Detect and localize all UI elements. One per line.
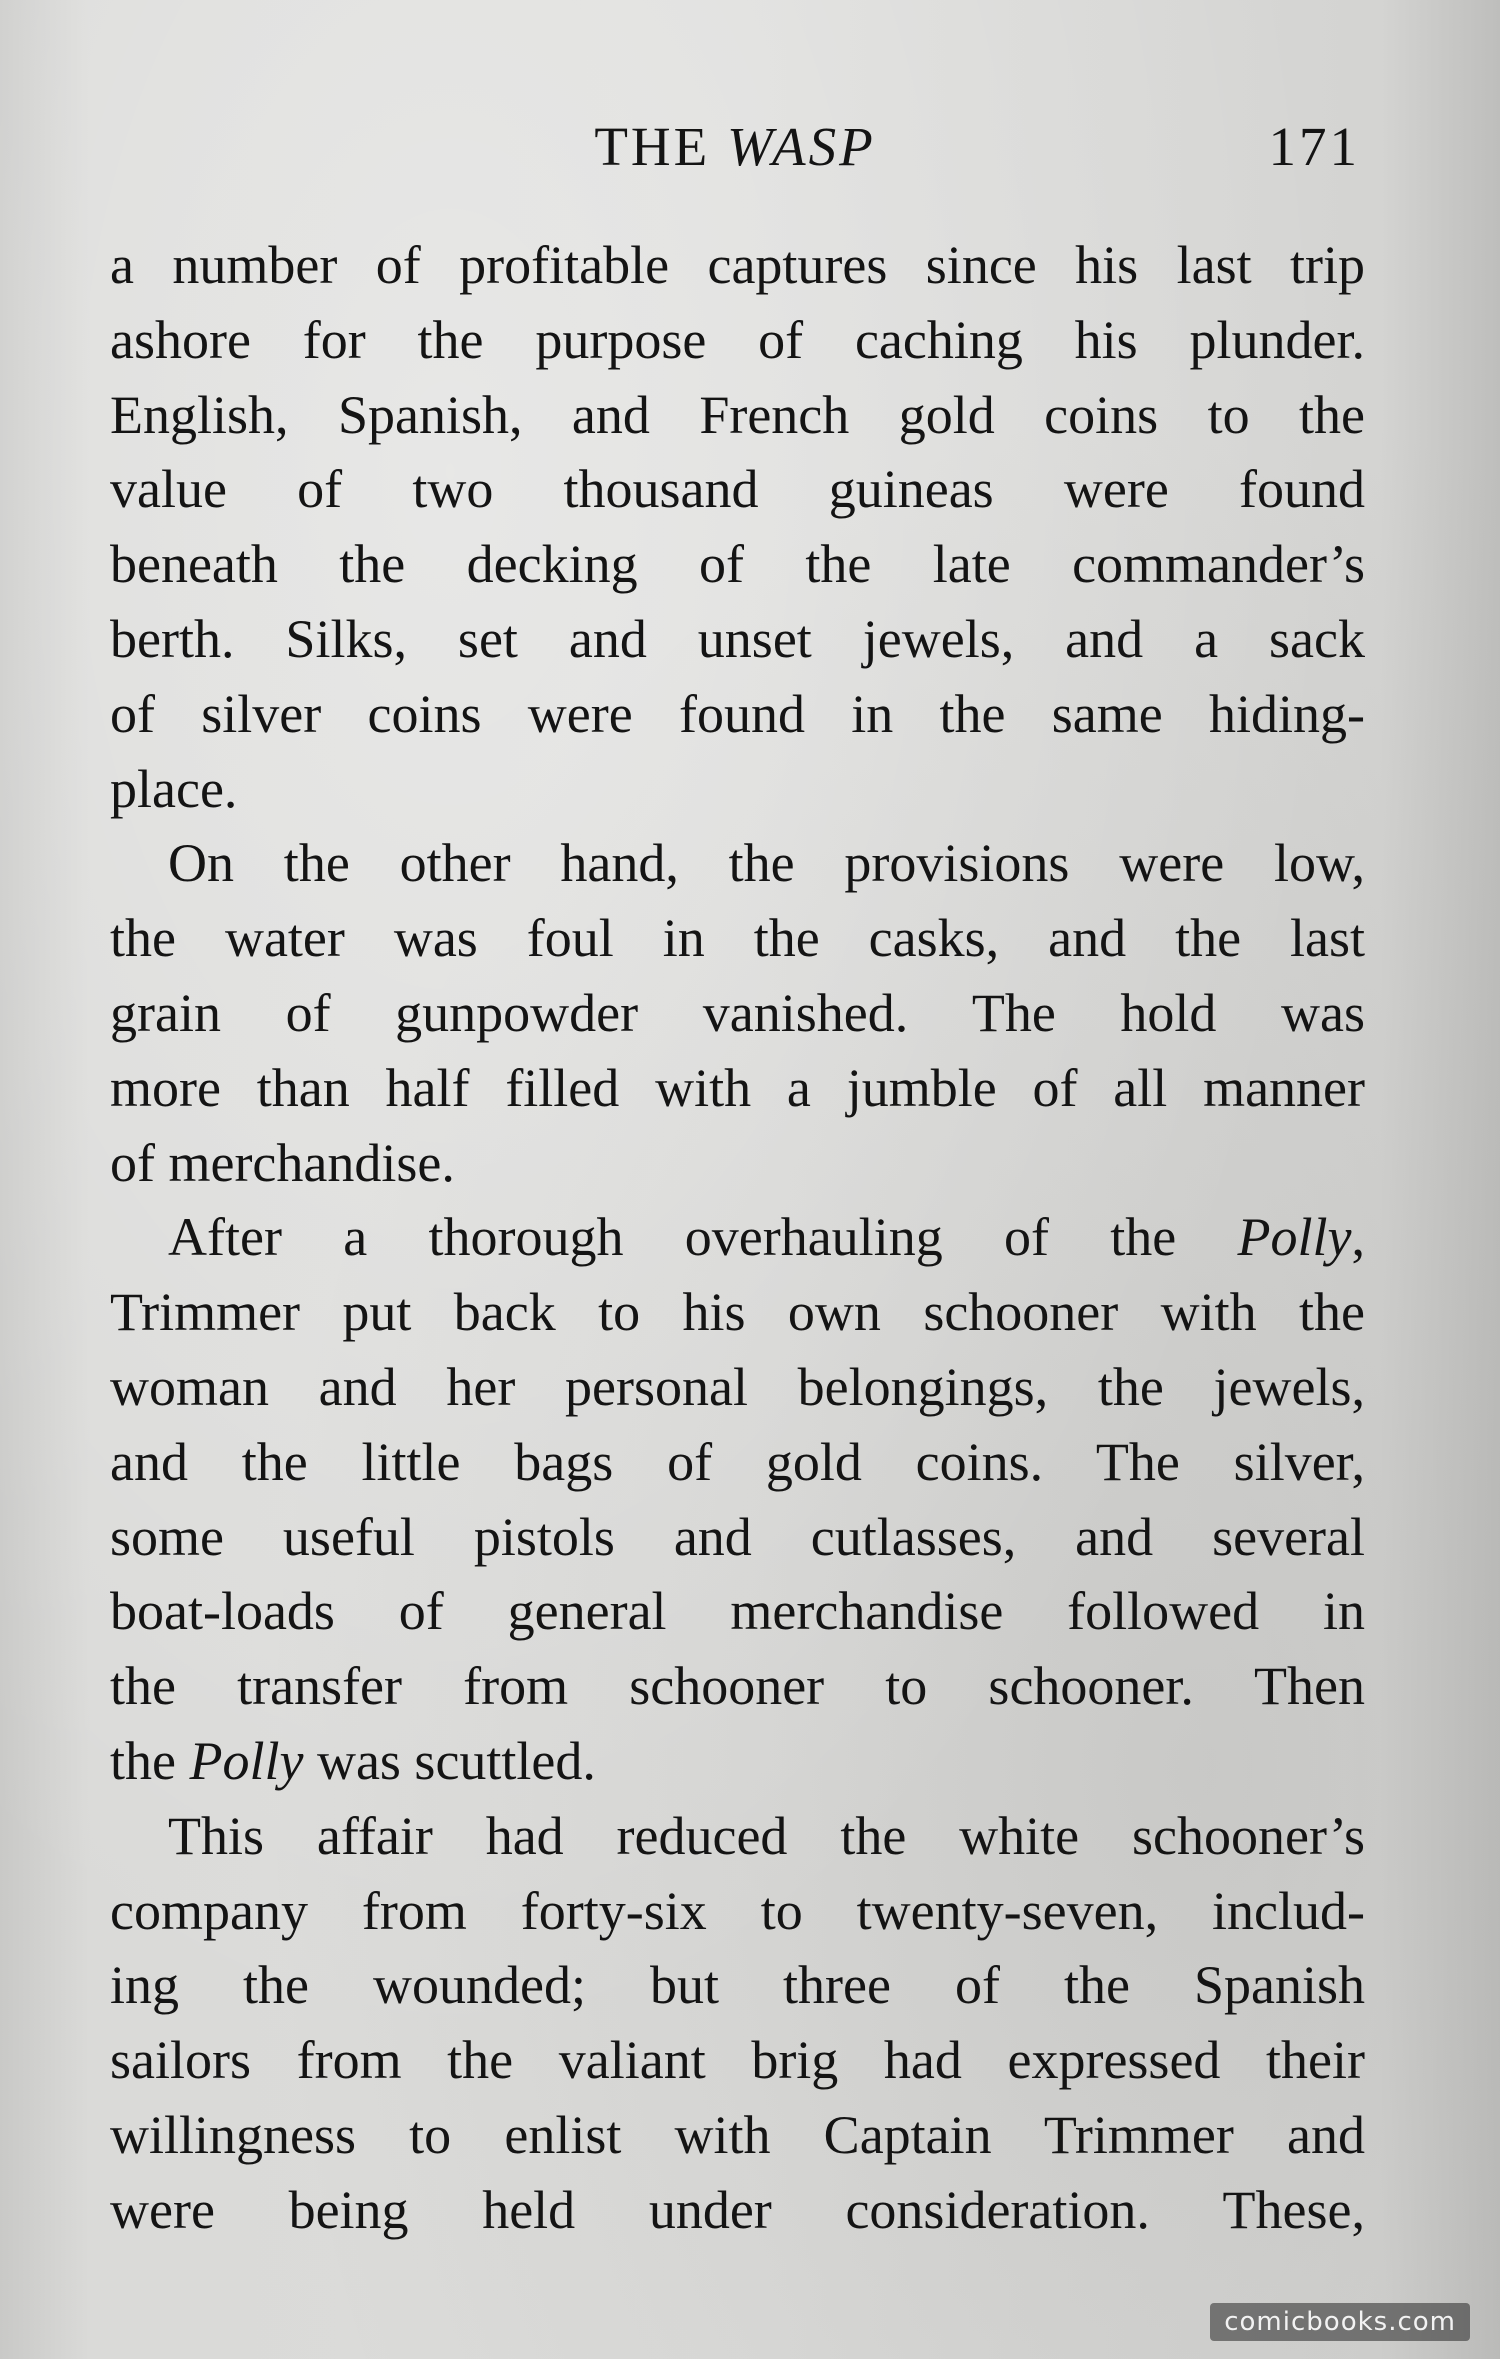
text-segment: After a thorough overhauling of the: [168, 1207, 1177, 1268]
text-line: boat-loads of general merchandise followed in: [110, 1581, 1365, 1642]
text-line: company from forty-six to twenty-seven, includ-: [110, 1880, 1365, 1941]
paragraph-start-line: This affair had reduced the white schooner’s: [168, 1805, 1365, 1866]
text-line: berth. Silks, set and unset jewels, and a sack: [110, 608, 1365, 669]
running-title-italic: WASP: [727, 116, 876, 177]
italic-ship-name: Polly: [189, 1730, 304, 1791]
running-title-prefix: THE: [594, 116, 711, 177]
page-number: 171: [1268, 116, 1360, 177]
text-line: the water was foul in the casks, and the last: [110, 908, 1365, 969]
text-line: more than half filled with a jumble of all manner: [110, 1057, 1365, 1118]
text-segment: the: [110, 1730, 176, 1791]
text-line: grain of gunpowder vanished. The hold was: [110, 982, 1365, 1043]
text-line: and the little bags of gold coins. The silver,: [110, 1431, 1365, 1492]
text-line: value of two thousand guineas were found: [110, 459, 1365, 520]
text-line: of silver coins were found in the same hiding-: [110, 683, 1365, 744]
text-line: English, Spanish, and French gold coins to the: [110, 384, 1365, 445]
text-line: place.: [110, 758, 238, 819]
text-line: were being held under consideration. These,: [110, 2179, 1365, 2240]
watermark: comicbooks.com: [1210, 2303, 1470, 2341]
text-line: [110, 1724, 1365, 1799]
text-line: woman and her personal belongings, the jewels,: [110, 1356, 1365, 1417]
paragraph-start-line: [110, 1200, 1365, 1275]
text-line: sailors from the valiant brig had expressed their: [110, 2030, 1365, 2091]
text-line: Trimmer put back to his own schooner with the: [110, 1282, 1365, 1343]
text-segment: ,: [1351, 1207, 1365, 1268]
text-segment: was scuttled.: [316, 1730, 596, 1791]
text-line: ing the wounded; but three of the Spanish: [110, 1955, 1365, 2016]
running-head: [110, 112, 1360, 182]
running-title: [110, 112, 1360, 182]
text-line: willingness to enlist with Captain Trimmer and: [110, 2104, 1365, 2165]
text-line: beneath the decking of the late commander’s: [110, 534, 1365, 595]
italic-ship-name: Polly: [1237, 1207, 1352, 1268]
text-line: ashore for the purpose of caching his plunder.: [110, 309, 1365, 370]
text-line: the transfer from schooner to schooner. Then: [110, 1656, 1365, 1717]
paragraph-start-line: On the other hand, the provisions were low,: [168, 833, 1365, 894]
text-line: a number of profitable captures since his last trip: [110, 235, 1365, 295]
text-line: some useful pistols and cutlasses, and several: [110, 1506, 1365, 1567]
body-text: [110, 228, 1365, 2248]
text-line: of merchandise.: [110, 1132, 455, 1193]
